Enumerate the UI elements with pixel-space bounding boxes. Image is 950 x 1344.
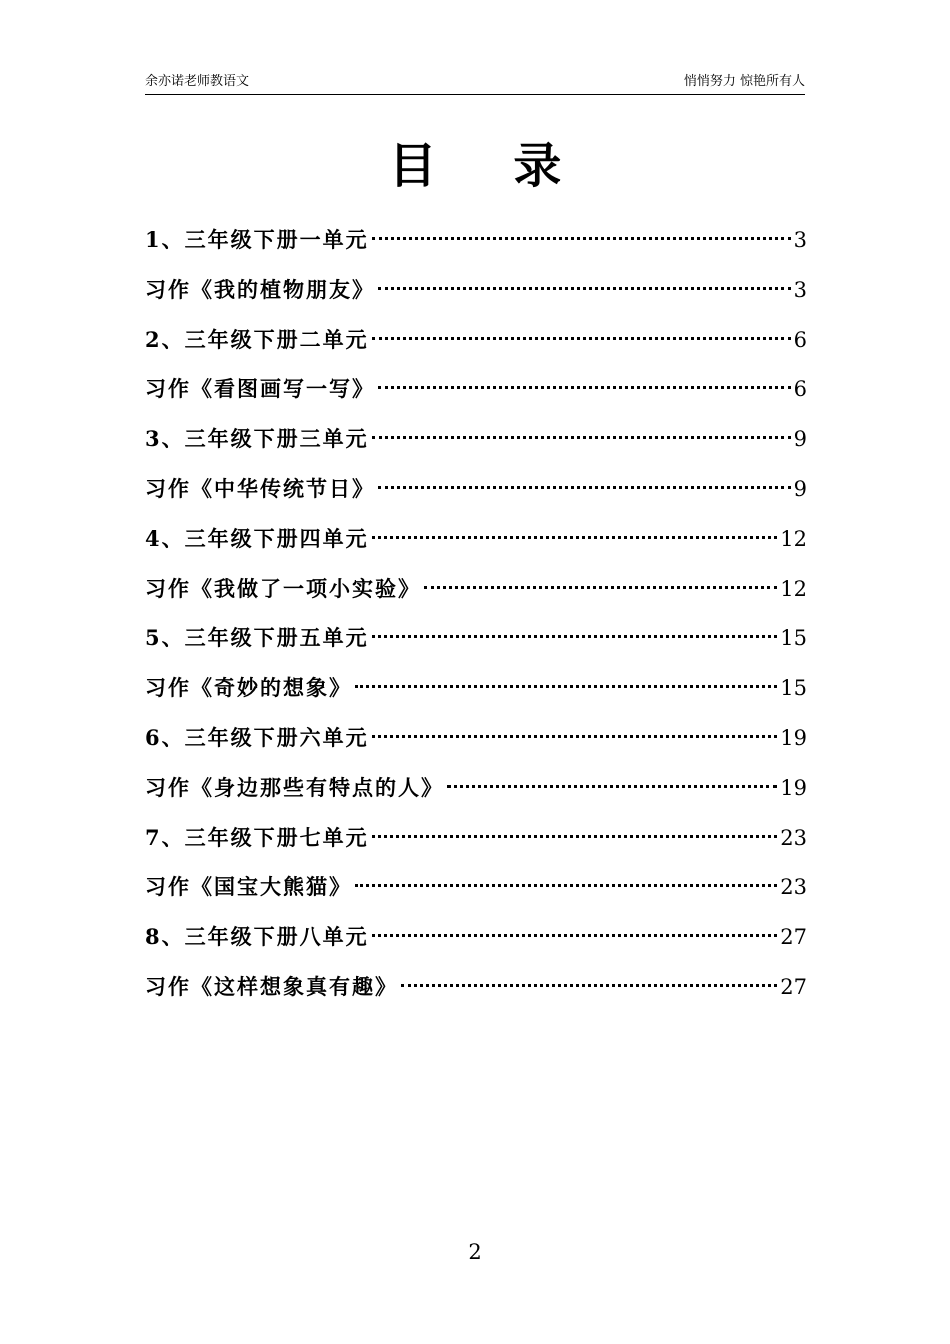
toc-entry-page: 19 [780, 725, 807, 750]
toc-entry[interactable] [145, 670, 807, 720]
toc-dot-leader [401, 984, 777, 987]
toc-entry-label: 习作《我做了一项小实验》 [145, 575, 421, 601]
toc-entry[interactable] [145, 770, 807, 820]
toc-entry[interactable] [145, 471, 807, 521]
toc-entry[interactable] [145, 322, 807, 372]
toc-entry-label: 习作《我的植物朋友》 [145, 276, 375, 302]
toc-entry-page: 19 [780, 775, 807, 800]
toc-dot-leader [355, 884, 777, 887]
toc-entry-label: 习作《看图画写一写》 [145, 376, 375, 402]
toc-entry-page: 27 [780, 925, 807, 950]
toc-entry[interactable] [145, 421, 807, 471]
toc-entry[interactable] [145, 720, 807, 770]
toc-entry-label: 4、三年级下册四单元 [145, 525, 369, 551]
toc-entry-label: 7、三年级下册七单元 [145, 824, 369, 850]
toc-entry-label: 2、三年级下册二单元 [145, 326, 369, 352]
toc-dot-leader [378, 287, 791, 290]
toc-entry-label: 5、三年级下册五单元 [145, 625, 369, 651]
toc-entry-page: 23 [780, 825, 807, 850]
toc-entry-label: 3、三年级下册三单元 [145, 426, 369, 452]
toc-entry-page: 27 [780, 974, 807, 999]
header-left-text: 余亦诺老师教语文 [145, 74, 250, 89]
toc-entry[interactable] [145, 820, 807, 870]
header-divider [145, 94, 805, 95]
toc-entry-label: 习作《奇妙的想象》 [145, 675, 352, 701]
toc-entry-page: 12 [780, 576, 807, 601]
table-of-contents [145, 222, 807, 1019]
page-title: 目 录 [388, 138, 592, 194]
page-number: 2 [468, 1240, 482, 1264]
toc-entry-page: 9 [793, 476, 807, 501]
toc-entry[interactable] [145, 969, 807, 1019]
header-right-text: 悄悄努力 惊艳所有人 [683, 74, 805, 89]
toc-entry[interactable] [145, 620, 807, 670]
toc-dot-leader [378, 386, 791, 389]
toc-dot-leader [424, 586, 777, 589]
toc-entry[interactable] [145, 222, 807, 272]
toc-dot-leader [372, 436, 791, 439]
toc-entry[interactable] [145, 272, 807, 322]
toc-entry-page: 15 [780, 626, 807, 651]
toc-entry[interactable] [145, 521, 807, 571]
toc-dot-leader [372, 735, 778, 738]
toc-dot-leader [372, 934, 778, 937]
toc-entry-label: 习作《中华传统节日》 [145, 475, 375, 501]
toc-dot-leader [372, 835, 778, 838]
toc-entry-label: 1、三年级下册一单元 [145, 227, 369, 252]
toc-entry-label: 习作《这样想象真有趣》 [145, 973, 398, 999]
toc-entry[interactable] [145, 869, 807, 919]
toc-entry-page: 3 [793, 277, 807, 302]
toc-dot-leader [372, 536, 778, 539]
toc-entry[interactable] [145, 919, 807, 969]
toc-entry-page: 6 [793, 327, 807, 352]
toc-dot-leader [372, 237, 791, 240]
toc-entry-label: 习作《国宝大熊猫》 [145, 874, 352, 900]
toc-dot-leader [355, 685, 777, 688]
toc-entry[interactable] [145, 571, 807, 621]
toc-entry-label: 6、三年级下册六单元 [145, 724, 369, 750]
toc-entry-page: 3 [793, 228, 807, 252]
toc-dot-leader [447, 785, 777, 788]
toc-entry-page: 9 [793, 427, 807, 452]
toc-entry-label: 8、三年级下册八单元 [145, 924, 369, 950]
toc-entry-page: 6 [793, 377, 807, 402]
toc-dot-leader [372, 635, 778, 638]
toc-dot-leader [372, 337, 791, 340]
toc-dot-leader [378, 486, 791, 489]
toc-entry-label: 习作《身边那些有特点的人》 [145, 774, 444, 800]
toc-entry[interactable] [145, 371, 807, 421]
toc-entry-page: 12 [780, 526, 807, 551]
toc-entry-page: 23 [780, 875, 807, 900]
toc-entry-page: 15 [780, 676, 807, 701]
